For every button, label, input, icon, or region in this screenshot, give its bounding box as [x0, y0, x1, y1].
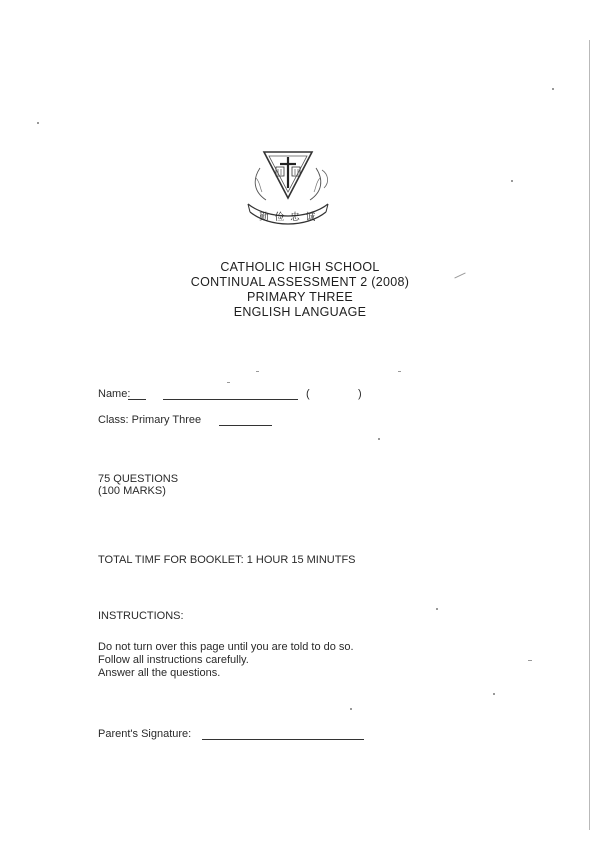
name-blank [163, 399, 298, 400]
question-count: 75 QUESTIONS [98, 473, 179, 485]
scan-speck [37, 122, 39, 124]
class-blank [219, 425, 272, 426]
index-paren-open: ( [306, 388, 310, 400]
scan-speck [493, 693, 495, 695]
scan-speck [378, 438, 380, 440]
name-blank [128, 399, 146, 400]
scan-speck [227, 382, 230, 383]
total-time: TOTAL TIMF FOR BOOKLET: 1 HOUR 15 MINUTFS [98, 554, 356, 566]
instruction-line: Do not turn over this page until you are told to do so. [98, 641, 354, 653]
scan-speck [528, 660, 532, 661]
scan-edge-line [589, 40, 590, 830]
subject-title: ENGLISH LANGUAGE [233, 305, 367, 319]
assessment-title: CONTINUAL ASSESSMENT 2 (2008) [190, 275, 410, 289]
scan-speck [398, 371, 401, 372]
school-name: CATHOLIC HIGH SCHOOL [220, 260, 380, 274]
name-label: Name: [98, 388, 131, 400]
signature-label: Parent's Signature: [98, 728, 192, 740]
scan-speck [436, 608, 438, 610]
scan-speck [511, 180, 513, 182]
index-paren-close: ) [358, 388, 362, 400]
scan-speck [350, 708, 352, 710]
instructions-title: INSTRUCTIONS: [98, 610, 184, 622]
total-marks: (100 MARKS) [98, 485, 166, 497]
instruction-line: Follow all instructions carefully. [98, 654, 249, 666]
class-label: Class: Primary Three [98, 414, 202, 426]
scan-speck [256, 371, 259, 372]
signature-blank [202, 739, 364, 740]
instruction-line: Answer all the questions. [98, 667, 221, 679]
crest-motto: 勤 俭 忠 诚 [259, 212, 317, 223]
scan-speck [552, 88, 554, 90]
school-crest-icon [238, 148, 338, 232]
level-title: PRIMARY THREE [246, 290, 353, 304]
